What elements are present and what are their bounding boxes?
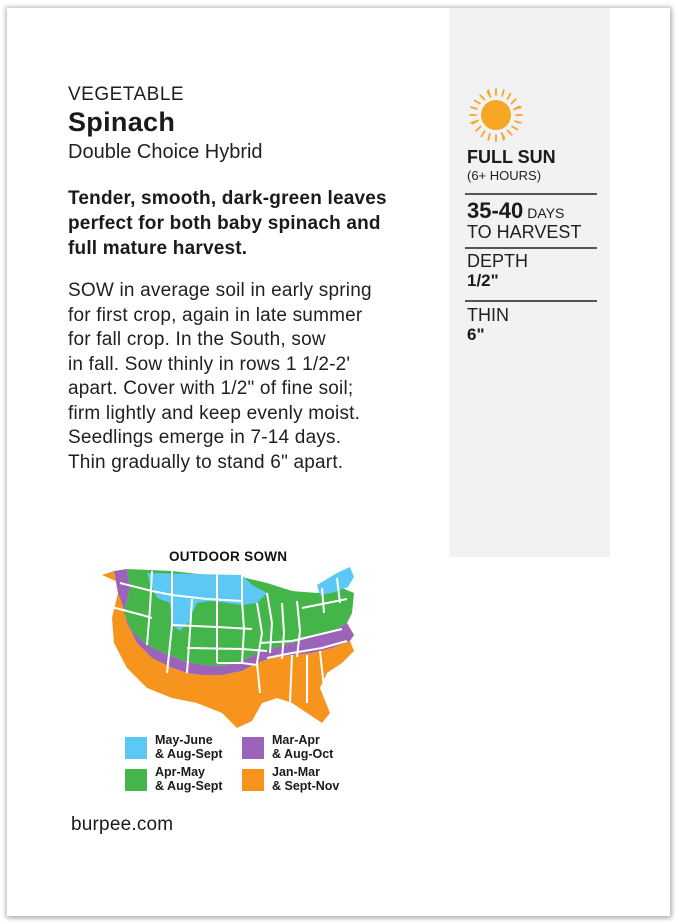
growing-info-panel [449,8,610,557]
instruction-line: Seedlings emerge in 7-14 days. [68,427,342,448]
legend-line: & Aug-Sept [155,746,223,761]
legend-swatch-blue [125,737,147,759]
instruction-line: for fall crop. In the South, sow [68,329,326,350]
sun-hours: (6+ HOURS) [467,168,542,183]
legend-line: Jan-Mar [272,765,320,779]
instruction-line: Thin gradually to stand 6" apart. [68,451,344,473]
sun-icon [467,86,525,144]
variety-name: Double Choice Hybrid [68,141,263,163]
legend-item-may-june [125,734,223,761]
legend-label [272,766,339,793]
instruction-line: in fall. Sow thinly in rows 1 1/2-2' [68,353,351,375]
legend-label [155,766,223,793]
days-to-harvest-label: TO HARVEST [467,222,582,242]
website-link[interactable]: burpee.com [71,814,174,835]
legend-line: & Aug-Oct [272,746,334,761]
description-line: full mature harvest. [68,238,248,259]
legend-swatch-purple [242,737,264,759]
legend-line: Mar-Apr [272,733,320,747]
category-label: VEGETABLE [68,84,185,105]
instruction-line: firm lightly and keep evenly moist. [68,402,361,424]
legend-item-mar-apr [242,734,333,761]
legend-swatch-orange [242,769,264,791]
seed-packet-back [7,8,670,916]
product-description [68,186,428,261]
instruction-line: for first crop, again in late summer [68,304,363,326]
sowing-instructions [68,279,438,475]
divider [465,193,597,195]
description-line: Tender, smooth, dark-green leaves [68,188,387,209]
legend-line: Apr-May [155,765,206,779]
days-number: 35-40 [467,198,524,223]
legend-label [272,734,333,761]
legend-item-apr-may [125,766,223,793]
legend-item-jan-mar [242,766,339,793]
legend-swatch-green [125,769,147,791]
sun-requirement: FULL SUN [467,147,556,167]
map-title: OUTDOOR SOWN [169,549,288,564]
depth-label: DEPTH [467,251,529,271]
divider [465,300,597,302]
us-sowing-zone-map [92,563,377,733]
legend-line: May-June [155,733,213,747]
thin-label: THIN [467,305,509,325]
legend-line: & Sept-Nov [272,778,340,793]
depth-value: 1/2" [467,271,499,290]
legend-line: & Aug-Sept [155,778,223,793]
map-legend [125,734,375,796]
instruction-line: apart. Cover with 1/2" of fine soil; [68,378,354,399]
days-to-harvest [467,198,564,224]
instruction-line: SOW in average soil in early spring [68,280,372,301]
product-title: Spinach [68,107,176,137]
divider [465,247,597,249]
thin-value: 6" [467,325,485,344]
description-line: perfect for both baby spinach and [68,213,381,234]
days-unit: DAYS [527,205,565,221]
legend-label [155,734,223,761]
